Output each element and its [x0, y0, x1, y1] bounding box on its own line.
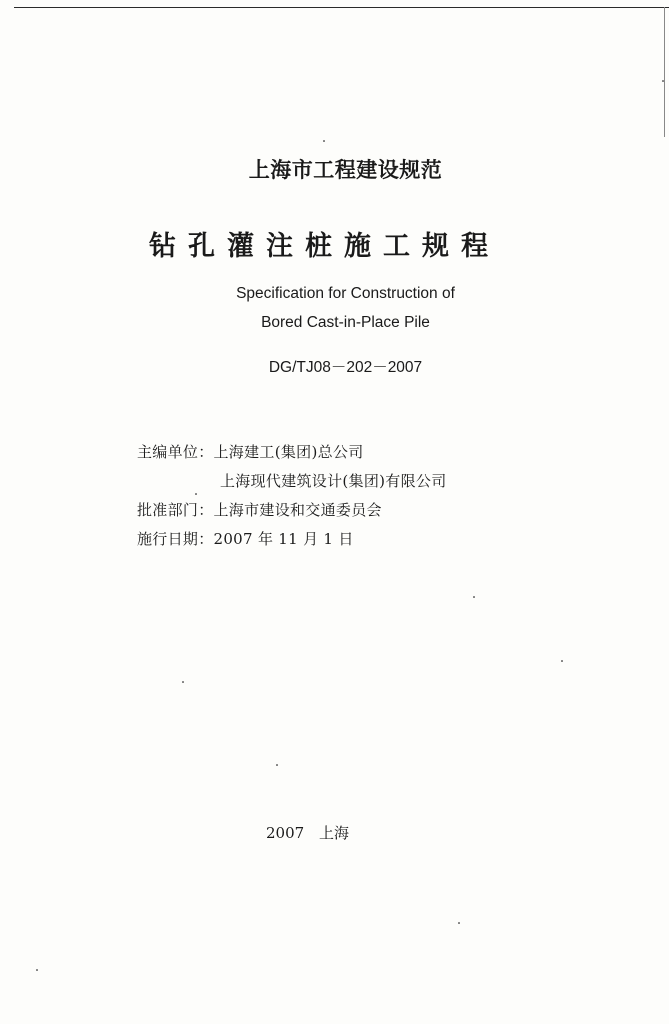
- scan-speck: [561, 660, 563, 662]
- chief-editor-unit-line2: 上海现代建筑设计(集团)有限公司: [220, 472, 447, 490]
- scan-speck: [195, 493, 197, 495]
- scan-speck: [473, 596, 475, 598]
- scan-speck: [662, 80, 664, 82]
- approval-department: 批准部门：上海市建设和交通委员会: [137, 501, 382, 519]
- top-border-rule: [14, 7, 669, 8]
- standard-code: DG/TJ08－202－2007: [268, 359, 423, 376]
- scan-speck: [182, 681, 184, 683]
- scan-speck: [36, 969, 38, 971]
- effective-date: 施行日期：2007 年 11 月 1 日: [137, 530, 354, 548]
- publication-imprint: 2007 上海: [266, 824, 349, 842]
- right-edge-rule: [664, 7, 665, 137]
- scan-speck: [458, 922, 460, 924]
- document-title-chinese: 钻孔灌注桩施工规程: [149, 231, 500, 262]
- scan-speck: [323, 140, 325, 142]
- document-title-english-line1: Specification for Construction of: [236, 285, 455, 302]
- scan-speck: [276, 764, 278, 766]
- chief-editor-unit-line1: 主编单位：上海建工(集团)总公司: [137, 443, 364, 461]
- document-title-english-line2: Bored Cast-in-Place Pile: [261, 314, 430, 331]
- series-title: 上海市工程建设规范: [248, 158, 443, 182]
